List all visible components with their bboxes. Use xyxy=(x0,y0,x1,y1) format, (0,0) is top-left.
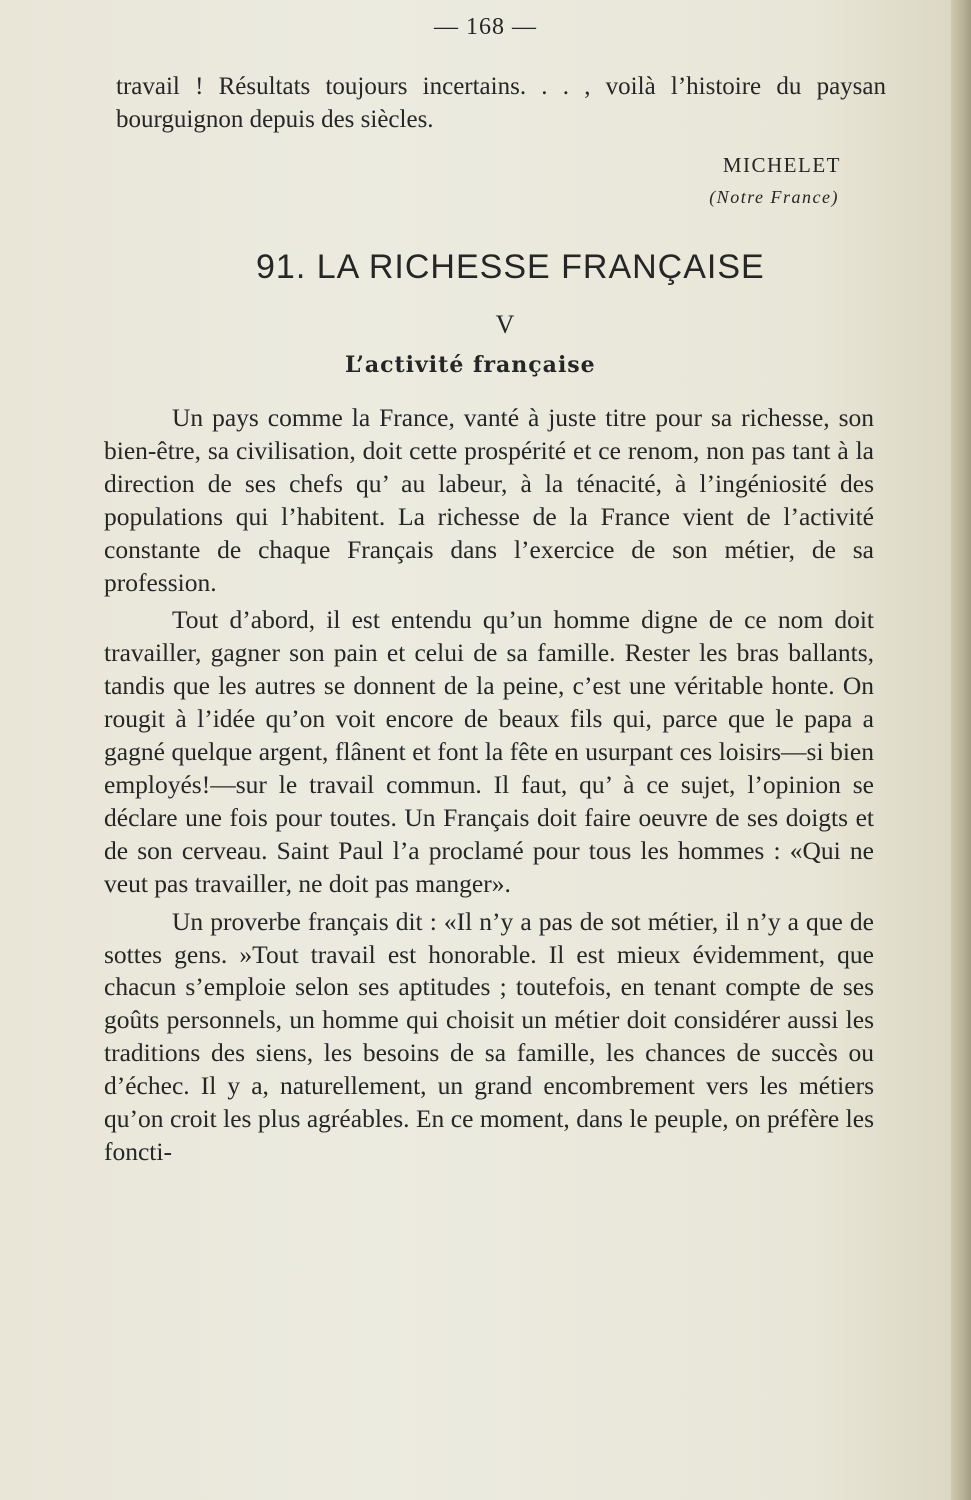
body-text xyxy=(104,402,874,1169)
paragraph: Un proverbe français dit : «Il n’y a pas de sot métier, il n’y a que de sottes gens. »Tout travail est honorable. Il est mieux évidemment, que chacun s’emploie selon ses aptitudes ; toutefois, en tenant compte de ses goûts personnels, un homme qui choisit un métier doit considérer aussi les traditions des siens, les besoins de sa famille, les chances de succès ou d’échec. Il y a, naturellement, un grand encombrement vers les métiers qu’on croit les plus agréables. En ce moment, dans le peuple, on préfère les foncti- xyxy=(104,906,874,1166)
source-title: (Notre France) xyxy=(709,187,839,207)
page-edge xyxy=(951,0,971,1500)
paragraph: Tout d’abord, il est entendu qu’un homme digne de ce nom doit travailler, gagner son pain et celui de sa famille. Rester les bras ballants, tandis que les autres se donnent de la peine, c’est une véritable honte. On rougit à l’idée qu’on voit encore de beaux fils qui, parce que le papa a gagné quelque argent, flânent et font la fête en usurpant ces loisirs—si bien employés!—sur le travail commun. Il faut, qu’ à ce sujet, l’opinion se déclare une fois pour toutes. Un Français doit faire oeuvre de ses doigts et de son cerveau. Saint Paul l’a proclamé pour tous les hommes : «Qui ne veut pas travailler, ne doit pas manger». xyxy=(104,605,874,898)
paragraph: Un pays comme la France, vanté à juste titre pour sa richesse, son bien-être, sa civilisation, doit cette prospérité et ce renom, non pas tant à la direction de ses chefs qu’ au labeur, à la ténacité, à l’ingéniosité des populations qui l’habitent. La richesse de la France vient de l’activité constante de chaque Français dans l’exercice de son métier, de sa profession. xyxy=(104,403,874,597)
page-number: — 168 — xyxy=(434,14,537,40)
section-title: L’activité française xyxy=(345,352,596,378)
part-number: V xyxy=(495,310,515,339)
previous-text-block xyxy=(116,70,886,136)
author-name: MICHELET xyxy=(722,153,841,177)
chapter-title: 91. LA RICHESSE FRANÇAISE xyxy=(256,248,765,286)
previous-text: travail ! Résultats toujours incertains. . . , voilà l’histoire du paysan bourguignon depuis des siècles. xyxy=(116,73,886,133)
